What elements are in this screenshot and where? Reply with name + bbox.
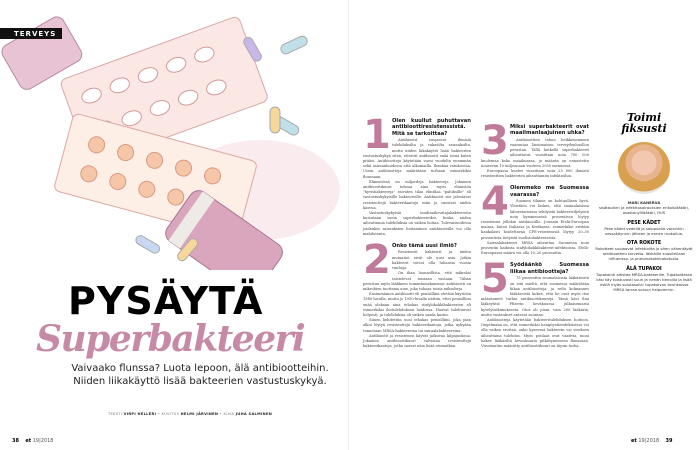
tip-title: OTA ROKOTE	[626, 241, 662, 247]
question-heading: Onko tämä uusi ilmiö?	[392, 243, 457, 250]
sidebar-heading: Toimi	[626, 111, 662, 124]
question-heading: Olemmeko me Suomessa vaarassa?	[510, 185, 589, 198]
lead-paragraph: Vaivaako flunssa? Luota lepoon, älä antibiootteihin. Niiden liikakäyttö lisää bakteerien vastustuskykyä.	[71, 363, 329, 387]
section-tag: TERVEYS	[0, 28, 62, 39]
body-paragraph: 75 prosenttia suomalaisista lääkäreistä on sitä mieltä, että suomessa määrätään liikaa antibiootteja, ja reilu kolmannes lääkäreistä kokee, että he ovat myös itse määränneet turhia antibioottikuureja. Tämä kävi ilmi lääkeyhtiö Pfizerin keväkuussa julkaisemasta kyselytutkimuksesta. Otos oli pieni, vain 200 lääkäriä, mutta vastaukset antavat suuntaa.	[481, 276, 589, 317]
body-paragraph: Ensimmäinen antibiootti eli penisilliini otettiin käyttöön 1940-luvulla, mutta jo 1950-luvalla nättiin, ettei penisilliini enää olekaan aina tehokas stafylokokkibakteerien eli esimerkiksi ihotulehduksen hoidossa. Haavat tulehtuivat helposti, ja tulehduksia oli vaikea saada kuriin.	[363, 292, 471, 317]
question-number: 1	[363, 112, 391, 158]
body-paragraph: Suomen tilanne on kohtuullisen hyvä. Yleistäen voi laskea, että suomalaisissa laboratorioissa tehdyistä bakteeriviljelyistä noin kymmenessä prosentissa löytyy resistenssi jollekin antibiootille. Joissain Etelä-Euroopan maissa, kuten Italiassa ja Kreikassa, esimerkiksi erittäin hankalasti hoidettavaa CPE-resistenssiä löytyy 20–30 prosentista tietyistä suolistobakteereista.	[481, 199, 589, 240]
body-paragraph: Sairaalabakteeri MRSA aiheuttaa Suomessa noin prosentin kaikista stafylokokkibakteeri-infektioista. Etelä-Euroopassa määrä voi olla 10–20 prosenttia.	[481, 240, 589, 256]
question-block	[363, 112, 471, 237]
question-heading: Syödäänkö Suomessa liikaa antibiootteja?	[510, 262, 589, 275]
folio-right: et 19|2018 39	[631, 438, 673, 444]
pills-illustration	[0, 0, 348, 270]
right-page	[348, 0, 696, 450]
body-paragraph: Antibioottien tehon heikkeneminen vaarantaa länsimaisen terveydenhuollon perustan. Tällä hetkellä superbakteerit aiheuttavat vuosittain noin 700 000 kuolemaa koko maailmassa, ja määrän on ennustettu nousevan 10 miljoonaan vuoteen 2050 mennessä.	[481, 137, 589, 168]
credits: TEKSTI VIRPI HELLERI • KUVITUS HELMI JÄRVINEN • KUVA JUHA SALMINEN	[107, 412, 273, 416]
body-paragraph: Antibiootit suojaavat ihmisiä tulehduksilta ja vakavilta sairauksilta, mutta niiden liikakäyttö lisää bakteerien vastustuskykyä siten, etteivät antibiootit enää toimi kuten pitäisi. Antibiootteja käytetään vuosi vuodelta enemmän sekä sairaanhoidossa että ulkomailla. Ihankaa vatukoessa. Usein antibiootteja määrätään turhaan esimerkiksi flunssaan.	[363, 138, 471, 179]
headline-script: Superbakteeri	[36, 318, 305, 360]
question-block	[363, 237, 471, 349]
tip-text: Rokotteet suojaavat infektioilta ja siten vähentävät antibioottien tarvetta. Iäkkäille suositellaan influenssa- ja pneumokokkirokotusta.	[595, 246, 693, 262]
body-paragraph: On ihan luonnollista, että mikrobit taistelevat toisiaan vastaan. Tähän perustuu myös lääkkeen toimintamekanismi: antibiootti on mikrobien tuottama aine, joka tuhoaa toisia mikrobeja.	[363, 271, 471, 291]
body-paragraph: Resistentit bakteerit ja niiden mutaatiot eivät ole uusi asia. Jotkin bakteerit voivat olla luhansia vuosia vanhoja.	[392, 250, 471, 271]
question-number: 4	[481, 179, 509, 226]
tips-sidebar	[595, 112, 693, 292]
expert-photo	[618, 142, 670, 194]
body-paragraph: Siinen kehitettiin uusi tehokas penisilliini, joka pian alkoi löytyä resistenttejä bakteerikantoja, jotka nykyään tunnetaan MRSA-bakteereina tai sairaalabakteereina.	[363, 318, 471, 333]
body-paragraph: Euroopassa kuolee vuosittain noin 25 000 ihmistä resistenttien bakteerien aiheuttamiin infektioihin.	[481, 169, 589, 179]
expert-name: MARI KANERVA	[627, 200, 661, 205]
article-column-2	[481, 118, 589, 351]
tip-text: Pese kädet vedellä ja saippualla varsinkin vessakäynnin jälkeen ja ennen ruokailua.	[604, 225, 684, 236]
headline: PYSÄYTÄ	[68, 279, 264, 323]
question-number: 2	[363, 237, 391, 284]
body-paragraph: Vastustuskykyisiä taudinaiheuttajabakteereita kutsutaan usein superbakteereiksi, koska niiden aiheuttamia tulehduksia on vaikea hoitaa. Tulevaisuudessa joidenkin sairauksien hoitaminen antibiooteilla voi olla mahdotonta.	[363, 211, 471, 236]
tip-text: Tupakointi altistaa MRSA-bakteerille. Tupakoidessa käsi käy toistuvasti suun ja nenän tienoilla ja lisää riskiä myös solutasolla: tupakoivan keuhkoissa MRSA tarraa soluun helpommin.	[596, 271, 692, 293]
question-block	[481, 179, 589, 256]
article-column-1	[363, 112, 471, 351]
body-paragraph: Antibiootit ja resistenssi käyvät jatkuvaa kilpajuoksua. Jokainen antibioottikuuri valvistaa resistenttejä bakteerikantoja, jotka saavat näin lisää etumatkaa.	[363, 333, 471, 349]
question-block	[481, 118, 589, 179]
question-block	[481, 256, 589, 349]
sidebar-heading-2: fiksusti	[621, 122, 667, 135]
body-paragraph: Elimistössä on miljardeja bakteereja. Jokainen antibioottikuuri tuhoaa aina myös elimistön "hyvisbakteereja" raivaten tilaa elintilaa "pahiksille" eli vastustuskykyisille bakteereille. Antibiootit siis jalostavat resistenttejä bakteerikantoja esiin ja suosivat niiden kasvua.	[363, 179, 471, 210]
question-number: 3	[481, 118, 509, 164]
question-heading: Olen kuullut puhuttavan antibioottiresistenssistä. Mitä se tarkoittaa?	[392, 118, 471, 137]
question-number: 5	[481, 256, 509, 303]
tip-title: PESE KÄDET	[627, 220, 661, 226]
question-heading: Miksi superbakteerit ovat maailmanlaajuinen uhka?	[510, 124, 589, 137]
folio-left: 38 et 19|2018	[12, 438, 54, 444]
body-paragraph: Antibiootteja käytetään bakteeritulehduksen hoitoon. Ongelmana on, että esimerkiksi hengitystieinfektioissa voi olla vaikea erottaa, onko kyseessä bakteerin vai viruksen aiheuttama tulehdus. Myös potilaat ovat vaativia, moni hakee lääkäriltä hevoskuuria pitkittyneeseen flunssaan. Virustautiin määrätty antibioottikuuri on täysin turha.	[481, 317, 589, 348]
expert-title: sisätautien ja infektiosairauksien erikoislääkäri, osastonylilääkäri, HUS	[598, 205, 690, 216]
tip-title: ÄLÄ TUPAKOI	[626, 266, 662, 272]
